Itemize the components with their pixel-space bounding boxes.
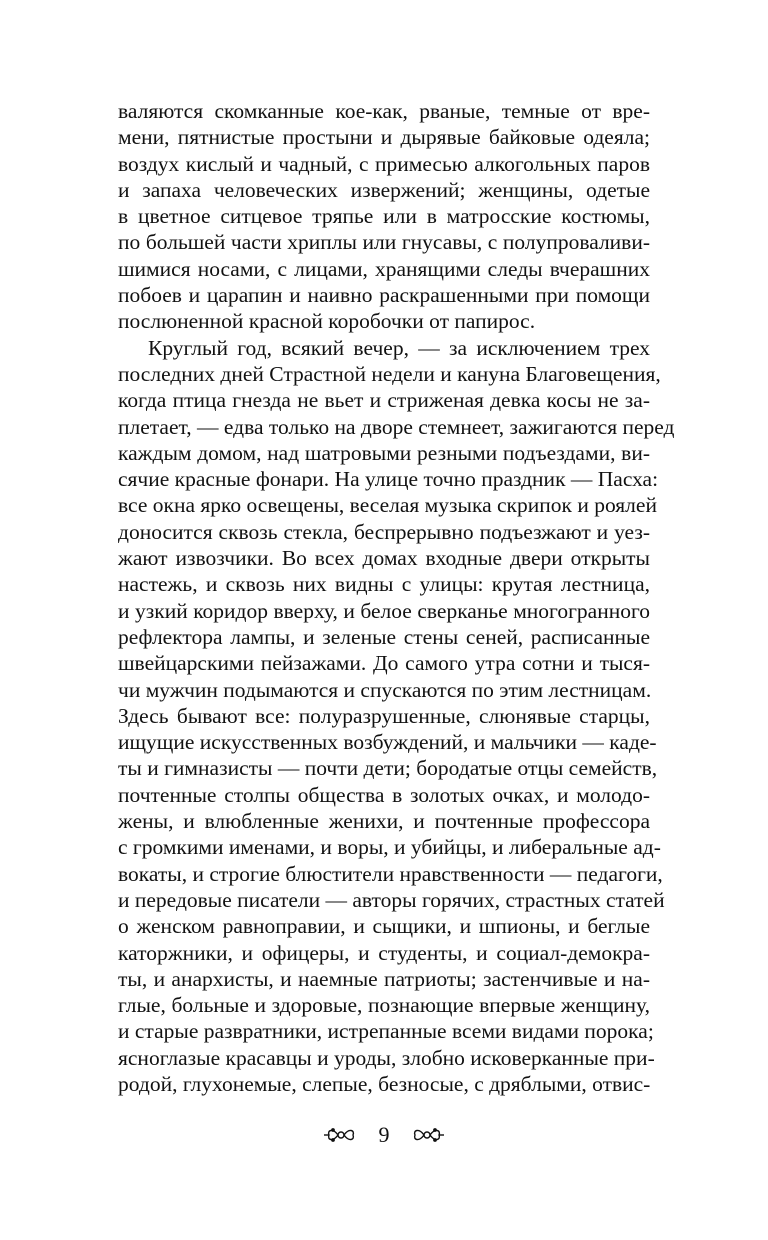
text-line: настежь, и сквозь них видны с улицы: крутая лестница, bbox=[118, 572, 650, 597]
text-line: глые, больные и здоровые, познающие впервые женщину, bbox=[118, 993, 650, 1018]
text-line: плетает, — едва только на дворе стемнеет, зажигаются перед bbox=[118, 414, 675, 439]
text-line: доносится сквозь стекла, беспрерывно подъезжают и уез- bbox=[118, 519, 650, 544]
text-line: чи мужчин подымаются и спускаются по этим лестницам. bbox=[118, 677, 652, 702]
text-line: шимися носами, с лицами, хранящими следы вчерашних bbox=[118, 256, 650, 281]
fleuron-ornament-icon bbox=[323, 1124, 359, 1146]
text-line: швейцарскими пейзажами. До самого утра сотни и тыся- bbox=[118, 651, 650, 676]
text-line: в цветное ситцевое тряпье или в матросские костюмы, bbox=[118, 204, 650, 229]
text-line: почтенные столпы общества в золотых очках, и молодо- bbox=[118, 782, 650, 807]
text-line: жают извозчики. Во всех домах входные двери открыты bbox=[118, 546, 650, 571]
text-line: ты, и анархисты, и наемные патриоты; застенчивые и на- bbox=[118, 966, 650, 991]
text-line: с громкими именами, и воры, и убийцы, и либеральные ад- bbox=[118, 835, 661, 860]
text-line: все окна ярко освещены, веселая музыка скрипок и роялей bbox=[118, 493, 657, 518]
text-line: родой, глухонемые, слепые, безносые, с дряблыми, отвис- bbox=[118, 1071, 651, 1096]
text-line: и старые развратники, истрепанные всеми видами порока; bbox=[118, 1019, 654, 1044]
text-line: по большей части хриплы или гнусавы, с полупроваливи- bbox=[118, 230, 650, 255]
text-line: Здесь бывают все: полуразрушенные, слюнявые старцы, bbox=[118, 703, 650, 728]
text-line: каждым домом, над шатровыми резными подъездами, ви- bbox=[118, 440, 650, 465]
text-line: ищущие искусственных возбуждений, и мальчики — каде- bbox=[118, 730, 657, 755]
text-line: и запаха человеческих извержений; женщины, одетые bbox=[118, 177, 650, 202]
text-line: побоев и царапин и наивно раскрашенными при помощи bbox=[118, 283, 650, 308]
text-line: и передовые писатели — авторы горячих, страстных статей bbox=[118, 887, 665, 912]
text-line: последних дней Страстной недели и кануна Благовещения, bbox=[118, 361, 661, 386]
text-line: и узкий коридор вверху, и белое сверканье многогранного bbox=[118, 598, 650, 623]
text-line: рефлектора лампы, и зеленые стены сеней, расписанные bbox=[118, 624, 650, 649]
text-line: сячие красные фонари. На улице точно праздник — Пасха: bbox=[118, 467, 659, 492]
body-text bbox=[118, 98, 675, 1097]
page-footer bbox=[0, 1120, 768, 1148]
text-line: ты и гимназисты — почти дети; бородатые отцы семейств, bbox=[118, 756, 658, 781]
text-line: каторжники, и офицеры, и студенты, и социал-демокра- bbox=[118, 940, 650, 965]
text-line: валяются скомканные кое-как, рваные, темные от вре- bbox=[118, 99, 650, 123]
text-line: о женском равноправии, и сыщики, и шпионы, и беглые bbox=[118, 914, 650, 939]
page-number: 9 bbox=[378, 1121, 390, 1147]
text-line: послюненной красной коробочки от папирос. bbox=[118, 309, 536, 334]
paragraph-first-line: Круглый год, всякий вечер, — за исключением трех bbox=[148, 335, 650, 360]
fleuron-ornament-icon bbox=[409, 1124, 445, 1146]
text-line: когда птица гнезда не вьет и стриженая девка косы не за- bbox=[118, 388, 650, 413]
text-line: мени, пятнистые простыни и дырявые байковые одеяла; bbox=[118, 125, 650, 150]
text-line: вокаты, и строгие блюстители нравственности — педагоги, bbox=[118, 861, 663, 886]
text-line: воздух кислый и чадный, с примесью алкогольных паров bbox=[118, 151, 650, 176]
text-line: ясноглазые красавцы и уроды, злобно исковерканные при- bbox=[118, 1045, 655, 1070]
text-line: жены, и влюбленные женихи, и почтенные профессора bbox=[118, 809, 650, 834]
